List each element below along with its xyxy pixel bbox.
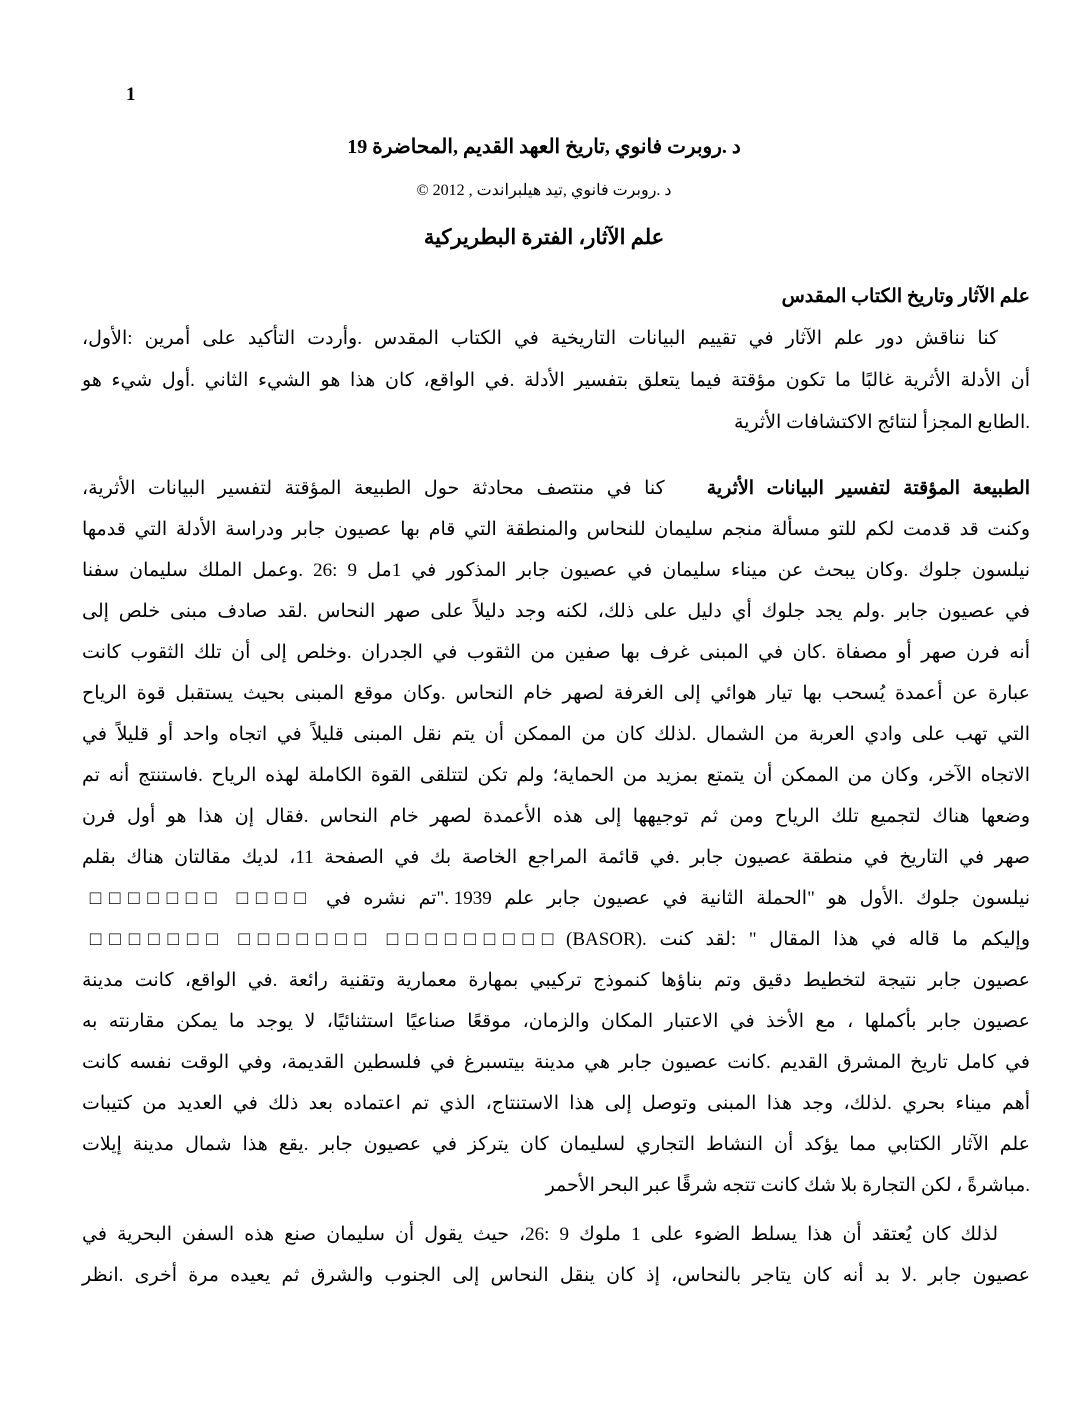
text-line: وضعها هناك لتجميع تلك الرياح ومن ثم توجيهها إلى هذه الأعمدة لصهر خام النحاس .فقال إن هذا هو أول فرن [82,806,1030,827]
text-line: علم الآثار الكتابي مما يؤكد أن النشاط التجاري لسليمان كان يتركز في عصيون جابر .يقع هذا شمال مدينة إيلات [82,1134,1030,1155]
text-line: عصيون جابر .لا بد أنه كان يتاجر بالنحاس، إذ كان ينقل النحاس إلى الجنوب والشرق ثم يعيده مرة أخرى .انظر [82,1265,1030,1286]
run-in-heading: الطبيعة المؤقتة لتفسير البيانات الأثرية [706,478,1031,499]
text-line: أهم ميناء بحري .لذلك، وجد هذا المبنى وتوصل إلى هذا الاستنتاج، الذي تم اعتماده بعد ذلك في العديد من كتيبات [82,1093,1030,1114]
document-body [82,276,1030,1296]
text-line: أنه فرن صهر أو مصفاة .كان في المبنى غرف بها صفين من الثقوب في الجدران .وخلص إلى أن تلك الثقوب كانت [82,642,1030,663]
text-line: كنا نناقش دور علم الآثار في تقييم البيانات التاريخية في الكتاب المقدس .وأردت التأكيد على أمرين :الأول، [82,328,998,349]
paragraph-tentative-nature [82,468,1030,1206]
page-number: 1 [126,84,136,105]
text-line: نيلسون جلوك .الأول هو "الحملة الثانية في عصيون جابر علم 1939 ."تم نشره في □□□□ □□□□□□□ [82,888,1030,909]
text-line: صهر في التاريخ في منطقة عصيون جابر .في قائمة المراجع الخاصة بك في الصفحة 11، لديك مقالتان هناك بقلم [82,847,1031,868]
text-line: وكنت قد قدمت لكم للتو مسألة منجم سليمان للنحاس والمنطقة التي قام بها عصيون جابر ودراسة الأدلة التي قدمها [82,519,1030,540]
text-line: في عصيون جابر .ولم يجد جلوك أي دليل على ذلك، لكنه وجد دليلاً على صهر النحاس .لقد صادف مبنى خلص إلى [82,601,1030,622]
text-line: لذلك كان يُعتقد أن هذا يسلط الضوء على 1 ملوك 9 :26، حيث يقول أن سليمان صنع هذه السفن البحرية في [82,1224,998,1245]
text-line: أن الأدلة الأثرية غالبًا ما تكون مؤقتة فيما يتعلق بتفسير الأدلة .في الواقع، كان هذا هو الشيء الثاني .أول شيء هو [82,370,1030,391]
text-line: عصيون جابر بأكملها ، مع الأخذ في الاعتبار المكان والزمان، موقعًا صناعيًا استثنائيًا، لا يوجد ما يمكن مقارنته به [82,1011,1030,1032]
lecture-header [0,126,1088,260]
paragraph-conclusion [82,1214,1030,1296]
copyright-line: د .روبرت فانوي ,تيد هيلبراندت , 2012 © [416,182,672,199]
text-line: عبارة عن أعمدة يُسحب بها تيار هوائي إلى الغرفة لصهر خام النحاس .وكان موقع المبنى بحيث يستقبل قوة الرياح [82,683,1030,704]
text-line: الطبيعة المؤقتة لتفسير البيانات الأثريةكنا في منتصف محادثة حول الطبيعة المؤقتة لتفسير البيانات الأثرية، [82,478,1031,499]
text-line: .الطابع المجزأ لنتائج الاكتشافات الأثرية [733,412,1030,433]
course-title-line: د .روبرت فانوي ,تاريخ العهد القديم ,المحاضرة 19 [347,136,741,158]
section-heading: علم الآثار وتاريخ الكتاب المقدس [781,286,1030,307]
text-line: الاتجاه الآخر، وكان من الممكن أن يتمتع بمزيد من الحماية؛ ولم تكن لتتلقى القوة الكاملة لهذه الرياح .فاستنتج أنه تم [82,765,1030,786]
text-line: التي تهب على وادي العربة من الشمال .لذلك كان من الممكن أن يتم نقل المبنى قليلاً في اتجاه واحد أو قليلاً في [82,724,1030,745]
text-line: عصيون جابر نتيجة لتخطيط دقيق وتم بناؤها كنموذج تركيبي بمهارة معمارية وتقنية رائعة .في الواقع، كانت مدينة [82,970,1030,991]
document-title: علم الآثار، الفترة البطريركية [423,225,665,249]
text-line: وإليكم ما قاله في هذا المقال " :لقد كنت ⁦(BASOR).⁩ □□□□□□□□□ □□□□□□□ □□□□□□□ [82,929,1030,950]
text-line: نيلسون جلوك .وكان يبحث عن ميناء سليمان في عصيون جابر المذكور في 1مل 9 :26 .وعمل الملك سليمان سفنا [82,560,1030,581]
text-line: .مباشرةً ، لكن التجارة بلا شك كانت تتجه شرقًا عبر البحر الأحمر [545,1175,1030,1196]
paragraph-intro [82,318,1030,444]
text-line: في كامل تاريخ المشرق القديم .كانت عصيون جابر هي مدينة بيتسبرغ في فلسطين القديمة، وفي الوقت نفسه كانت [82,1052,1030,1073]
